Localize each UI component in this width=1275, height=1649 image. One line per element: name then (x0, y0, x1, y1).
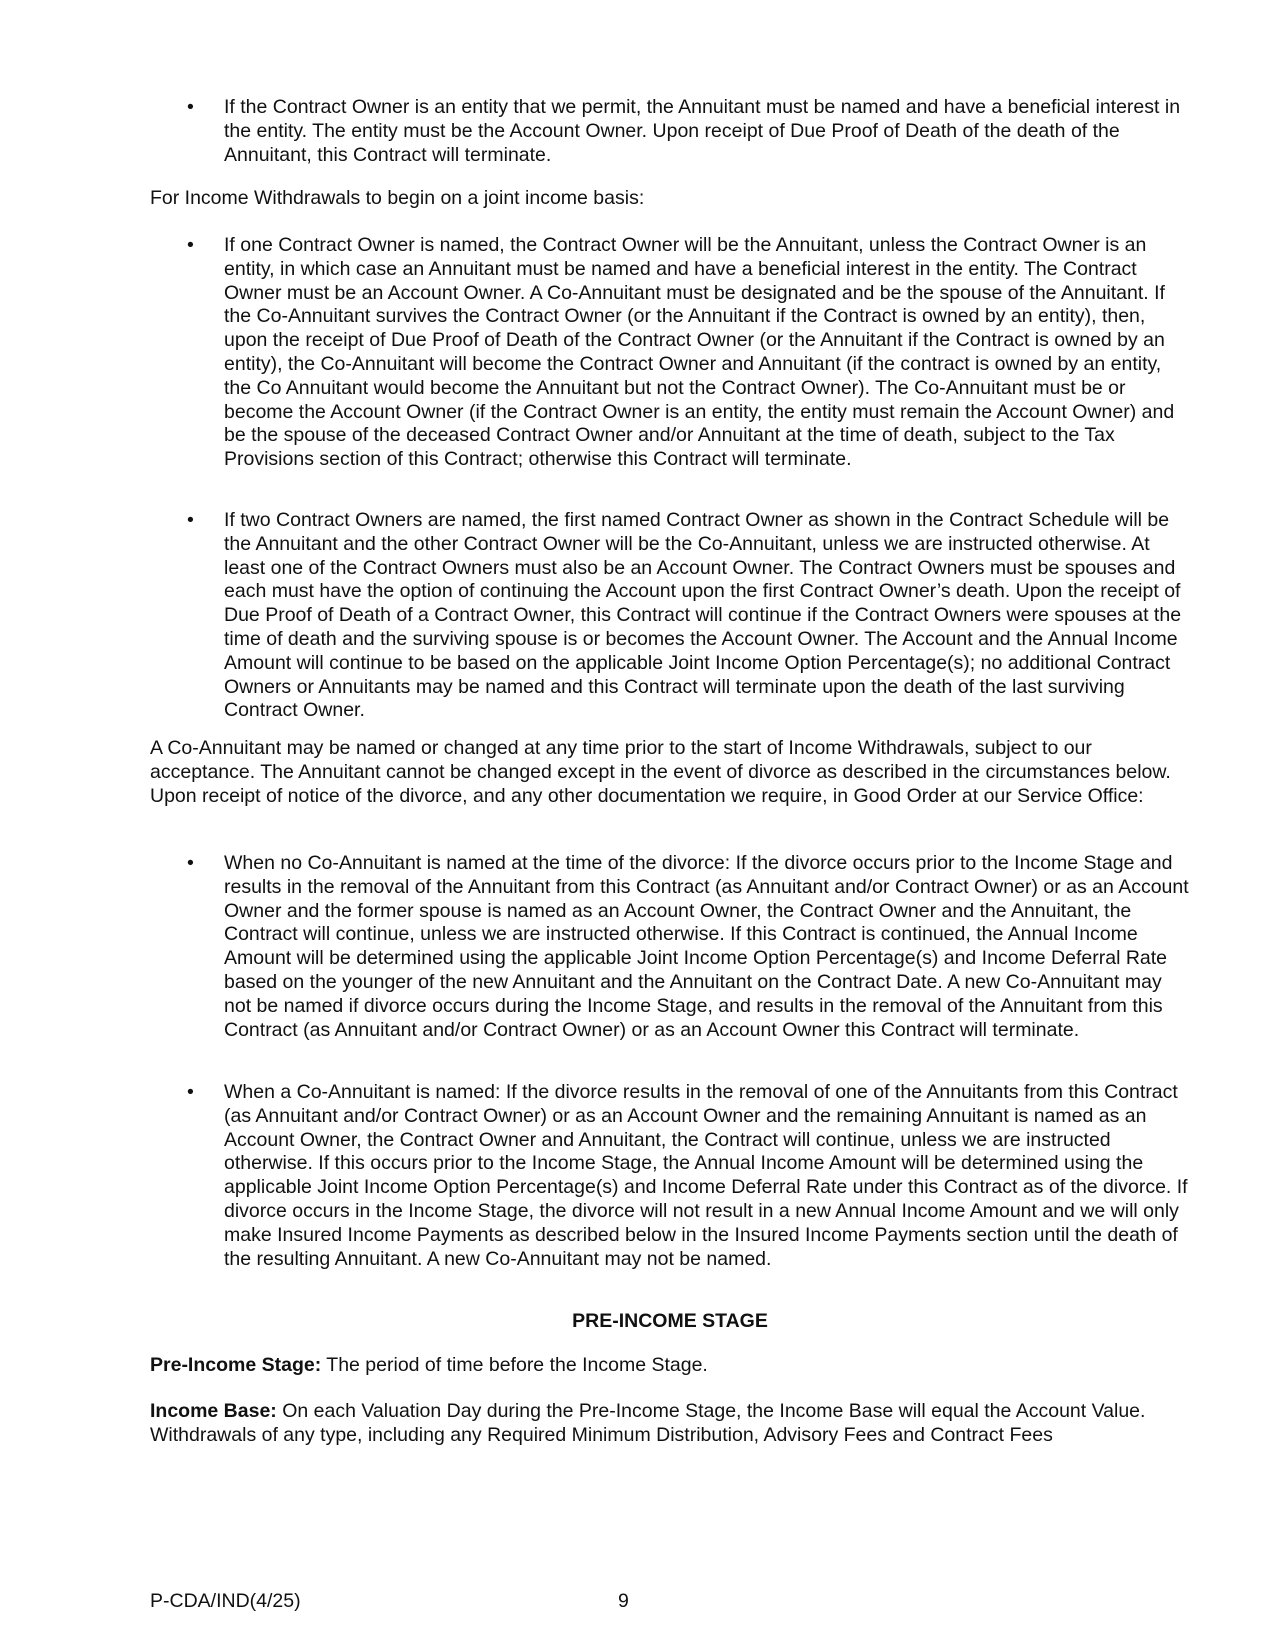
list-item-text: If two Contract Owners are named, the first named Contract Owner as shown in the Contract Schedule will be the Annuitant and the other Contract Owner will be the Co-Annuitant, unless we are instructed otherwise. At least one of the Contract Owners must also be an Account Owner. The Contract Owners must be spouses and each must have the option of continuing the Account upon the first Contract Owner’s death. Upon the receipt of Due Proof of Death of a Contract Owner, this Contract will continue if the Contract Owners were spouses at the time of death and the surviving spouse is or becomes the Account Owner. The Account and the Annual Income Amount will continue to be based on the applicable Joint Income Option Percentage(s); no additional Contract Owners or Annuitants may be named and this Contract will terminate upon the death of the last surviving Contract Owner. (224, 509, 1182, 722)
definition-text: The period of time before the Income Stage. (321, 1354, 708, 1376)
list-item (150, 96, 1190, 167)
list-item (150, 234, 1190, 472)
pre-income-stage-definition (150, 1354, 1190, 1378)
joint-income-bullet-list-2 (150, 509, 1190, 723)
definition-term: Pre-Income Stage: (150, 1354, 322, 1376)
bullet-icon: • (187, 96, 194, 118)
list-item-text: If one Contract Owner is named, the Contract Owner will be the Annuitant, unless the Contract Owner is an entity, in which case an Annuitant must be named and have a beneficial interest in the entity. The Contract Owner must be an Account Owner. A Co-Annuitant must be designated and be the spouse of the Annuitant. If the Co-Annuitant survives the Contract Owner (or the Annuitant if the Contract is owned by an entity), then, upon the receipt of Due Proof of Death of the Contract Owner (or the Annuitant if the Contract is owned by an entity), the Co-Annuitant will become the Contract Owner and Annuitant (if the contract is owned by an entity, the Co Annuitant would become the Annuitant but not the Contract Owner). The Co-Annuitant must be or become the Account Owner (if the Contract Owner is an entity, the entity must remain the Account Owner) and be the spouse of the deceased Contract Owner and/or Annuitant at the time of death, subject to the Tax Provisions section of this Contract; otherwise this Contract will terminate. (224, 234, 1175, 471)
income-base-definition (150, 1400, 1190, 1448)
footer-form-code: P-CDA/IND(4/25) (150, 1590, 301, 1612)
list-item-text: When no Co-Annuitant is named at the time of the divorce: If the divorce occurs prior to the Income Stage and results in the removal of the Annuitant from this Contract (as Annuitant and/or Contract Owner) or as an Account Owner and the former spouse is named as an Account Owner, the Contract Owner and the Annuitant, the Contract will continue, unless we are instructed otherwise. If this Contract is continued, the Annual Income Amount will be determined using the applicable Joint Income Option Percentage(s) and Income Deferral Rate based on the younger of the new Annuitant and the Annuitant on the Contract Date. A new Co-Annuitant may not be named if divorce occurs during the Income Stage, and results in the removal of the Annuitant from this Contract (as Annuitant and/or Contract Owner) or as an Account Owner this Contract will terminate. (224, 852, 1189, 1041)
definition-term: Income Base: (150, 1400, 277, 1422)
co-annuitant-paragraph: A Co-Annuitant may be named or changed at any time prior to the start of Income Withdrawals, subject to our acceptance. The Annuitant cannot be changed except in the event of divorce as described in the circumstances below. Upon receipt of notice of the divorce, and any other documentation we require, in Good Order at our Service Office: (150, 737, 1171, 807)
bullet-icon: • (187, 234, 194, 256)
divorce-bullet-list (150, 852, 1190, 1042)
section-heading: PRE-INCOME STAGE (572, 1310, 768, 1332)
joint-income-bullet-list (150, 234, 1190, 472)
bullet-icon: • (187, 1081, 194, 1103)
list-item-text: If the Contract Owner is an entity that we permit, the Annuitant must be named and have a beneficial interest in the entity. The entity must be the Account Owner. Upon receipt of Due Proof of Death of the death of the Annuitant, this Contract will terminate. (224, 96, 1181, 166)
list-item (150, 1081, 1190, 1271)
list-item (150, 852, 1190, 1042)
divorce-bullet-list-2 (150, 1081, 1190, 1271)
joint-income-intro: For Income Withdrawals to begin on a joint income basis: (150, 187, 645, 209)
bullet-icon: • (187, 509, 194, 531)
bullet-icon: • (187, 852, 194, 874)
footer-page-number: 9 (618, 1590, 629, 1612)
definition-text: On each Valuation Day during the Pre-Income Stage, the Income Base will equal the Account Value. Withdrawals of any type, including any Required Minimum Distribution, Advisory Fees and Contract Fees (150, 1400, 1146, 1446)
list-item (150, 509, 1190, 723)
entity-owner-bullet-list (150, 96, 1190, 167)
list-item-text: When a Co-Annuitant is named: If the divorce results in the removal of one of the Annuitants from this Contract (as Annuitant and/or Contract Owner) or as an Account Owner and the remaining Annuitant is named as an Account Owner, the Contract Owner and Annuitant, the Contract will continue, unless we are instructed otherwise. If this occurs prior to the Income Stage, the Annual Income Amount will be determined using the applicable Joint Income Option Percentage(s) and Income Deferral Rate under this Contract as of the divorce. If divorce occurs in the Income Stage, the divorce will not result in a new Annual Income Amount and we will only make Insured Income Payments as described below in the Insured Income Payments section until the death of the resulting Annuitant. A new Co-Annuitant may not be named. (224, 1081, 1188, 1270)
